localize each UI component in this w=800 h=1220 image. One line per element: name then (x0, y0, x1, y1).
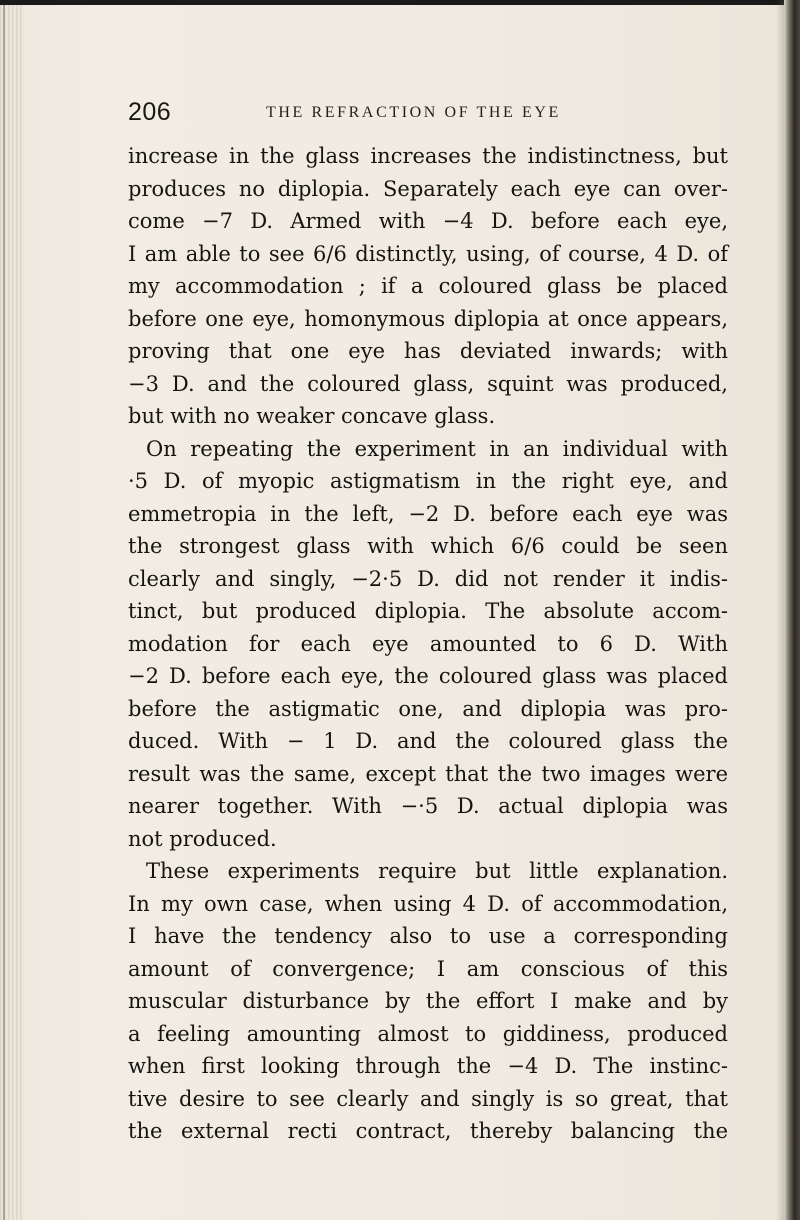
text-line: −3 D. and the coloured glass, squint was produced, (128, 371, 728, 396)
text-line: the strongest glass with which 6/6 could be seen (128, 534, 728, 558)
text-line: the external recti contract, thereby balancing the (128, 1119, 728, 1143)
body-text (128, 140, 728, 1148)
page-number: 206 (128, 98, 172, 126)
text-line: my accommodation ; if a coloured glass be placed (128, 274, 728, 298)
running-title: THE REFRACTION OF THE EYE (266, 104, 561, 121)
page-header (128, 98, 648, 132)
text-line: These experiments require but little explanation. (146, 859, 728, 883)
text-line: In my own case, when using 4 D. of accommodation, (128, 891, 728, 916)
text-line: increase in the glass increases the indistinctness, but (128, 144, 728, 168)
text-line: On repeating the experiment in an individual with (146, 436, 728, 461)
text-line: −2 D. before each eye, the coloured glass was placed (128, 664, 728, 688)
text-line: produces no diplopia. Separately each eye can over- (128, 176, 728, 201)
text-line: when first looking through the −4 D. The instinc- (128, 1054, 728, 1078)
text-line: come −7 D. Armed with −4 D. before each eye, (128, 209, 728, 233)
text-line: tive desire to see clearly and singly is so great, that (128, 1086, 728, 1111)
text-line: result was the same, except that the two images were (128, 761, 728, 786)
text-line: a feeling amounting almost to giddiness, produced (128, 1021, 728, 1046)
text-line: duced. With − 1 D. and the coloured glass the (128, 729, 728, 753)
text-line: but with no weaker concave glass. (128, 404, 496, 428)
text-line: nearer together. With −·5 D. actual diplopia was (128, 794, 728, 818)
text-line: modation for each eye amounted to 6 D. With (128, 631, 728, 656)
text-line: not produced. (128, 826, 277, 851)
text-line: clearly and singly, −2·5 D. did not render it indis- (128, 566, 728, 591)
text-line: before one eye, homonymous diplopia at once appears, (128, 306, 728, 331)
text-line: amount of convergence; I am conscious of this (128, 956, 728, 981)
scan-border-top (0, 0, 800, 5)
text-line: before the astigmatic one, and diplopia was pro- (128, 696, 728, 721)
text-line: tinct, but produced diplopia. The absolute accom- (128, 599, 728, 623)
text-line: ·5 D. of myopic astigmatism in the right eye, and (128, 469, 728, 493)
text-line: I am able to see 6/6 distinctly, using, of course, 4 D. of (128, 241, 728, 266)
text-line: I have the tendency also to use a corresponding (128, 924, 728, 948)
binding-shadow (776, 0, 784, 1220)
text-line: emmetropia in the left, −2 D. before each eye was (128, 501, 728, 526)
text-line: muscular disturbance by the effort I make and by (128, 989, 728, 1013)
page-edge-left-line (3, 5, 5, 1220)
page-edge-right (784, 0, 800, 1220)
text-line: proving that one eye has deviated inwards; with (128, 339, 728, 363)
